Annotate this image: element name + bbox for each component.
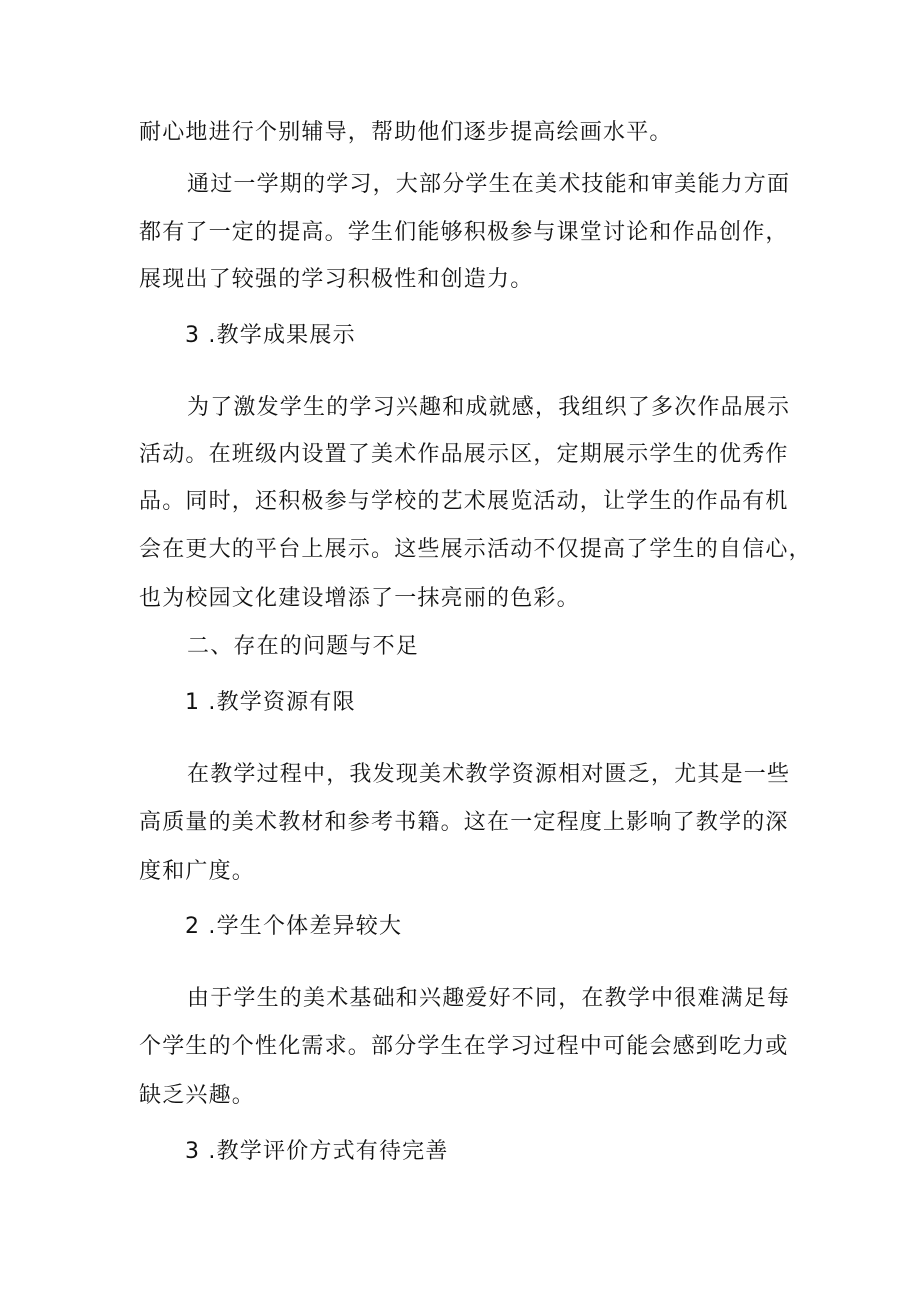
- paragraph-line: 缺乏兴趣。: [139, 1083, 256, 1108]
- paragraph-line: 通过一学期的学习，大部分学生在美术技能和审美能力方面: [187, 172, 791, 197]
- subheading-student-differences: 2 .学生个体差异较大: [185, 914, 403, 939]
- subheading-evaluation-methods: 3 .教学评价方式有待完善: [185, 1139, 449, 1164]
- paragraph-line: 展现出了较强的学习积极性和创造力。: [139, 267, 534, 292]
- section-heading-problems: 二、存在的问题与不足: [187, 634, 420, 659]
- paragraph-line: 也为校园文化建设增添了一抹亮丽的色彩。: [139, 586, 580, 611]
- paragraph-line: 由于学生的美术基础和兴趣爱好不同，在教学中很难满足每: [187, 986, 791, 1011]
- paragraph-line: 品。同时，还积极参与学校的艺术展览活动，让学生的作品有机: [139, 489, 789, 514]
- paragraph-line: 个学生的个性化需求。部分学生在学习过程中可能会感到吃力或: [139, 1034, 789, 1059]
- paragraph-line: 为了激发学生的学习兴趣和成就感，我组织了多次作品展示: [187, 395, 791, 420]
- paragraph-line: 会在更大的平台上展示。这些展示活动不仅提高了学生的自信心，: [139, 537, 812, 562]
- paragraph-line: 耐心地进行个别辅导，帮助他们逐步提高绘画水平。: [139, 120, 673, 145]
- paragraph-line: 高质量的美术教材和参考书籍。这在一定程度上影响了教学的深: [139, 810, 789, 835]
- section-heading-teaching-results: 3 .教学成果展示: [185, 323, 356, 348]
- paragraph-line: 都有了一定的提高。学生们能够积极参与课堂讨论和作品创作，: [139, 220, 789, 245]
- subheading-limited-resources: 1 .教学资源有限: [185, 690, 356, 715]
- paragraph-line: 在教学过程中，我发现美术教学资源相对匮乏，尤其是一些: [187, 762, 791, 787]
- paragraph-line: 活动。在班级内设置了美术作品展示区，定期展示学生的优秀作: [139, 442, 789, 467]
- paragraph-line: 度和广度。: [139, 859, 256, 884]
